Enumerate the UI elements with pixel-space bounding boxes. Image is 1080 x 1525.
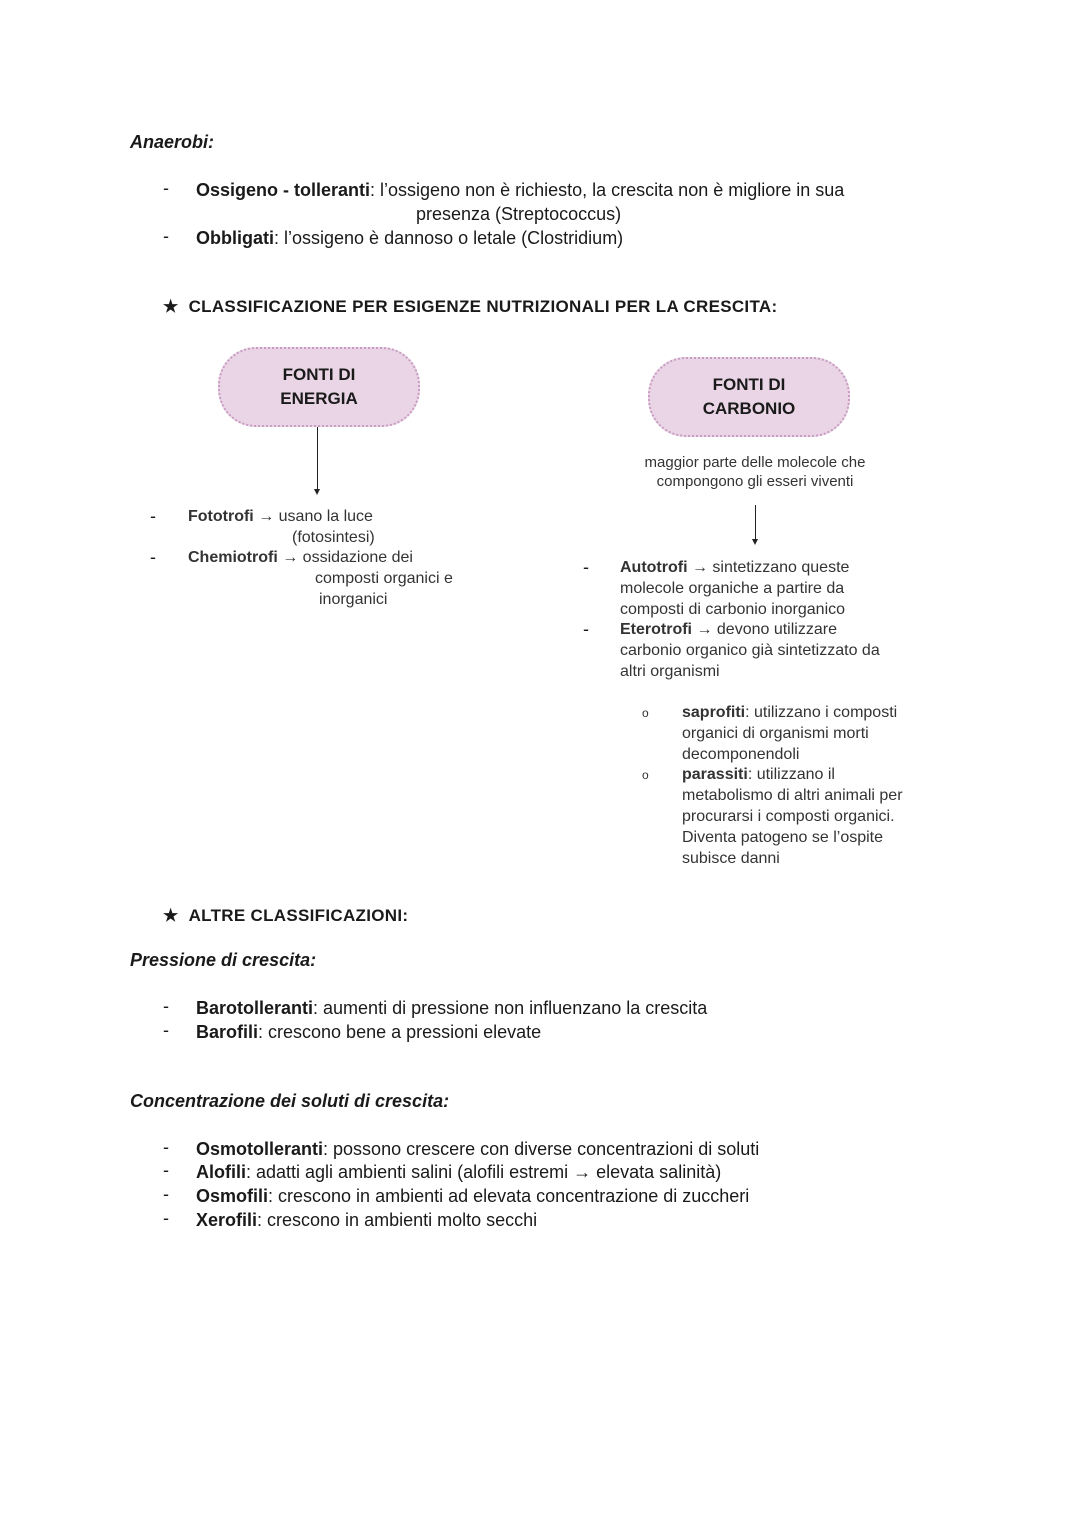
- bullet-dash: -: [583, 557, 589, 577]
- bullet-dash: -: [163, 1184, 169, 1204]
- list-item: [196, 1184, 749, 1208]
- arrow-down-icon: [755, 505, 756, 541]
- star-icon: ★: [163, 297, 179, 316]
- list-item: [196, 1020, 541, 1044]
- box-fonti-energia: [218, 347, 420, 427]
- definition: : possono crescere con diverse concentrazioni di soluti: [323, 1139, 760, 1159]
- circle-bullet-icon: o: [642, 768, 649, 782]
- definition: : l’ossigeno non è richiesto, la crescita non è migliore in sua: [370, 180, 845, 200]
- bullet-dash: -: [163, 1208, 169, 1228]
- bullet-dash: -: [163, 1137, 169, 1157]
- star-icon: ★: [163, 906, 179, 925]
- list-item: [620, 620, 837, 641]
- box-line: CARBONIO: [702, 399, 796, 418]
- list-item: [196, 178, 844, 202]
- definition-line: molecole organiche a partire da: [620, 580, 845, 597]
- definition-line: composti di carbonio inorganico: [620, 601, 846, 618]
- sub-list-item: [682, 703, 897, 724]
- term: Autotrofi: [620, 559, 688, 576]
- term: Xerofili: [196, 1210, 258, 1230]
- term: Osmotolleranti: [196, 1139, 324, 1159]
- definition: : crescono in ambienti ad elevata concentrazione di zuccheri: [268, 1186, 750, 1206]
- heading-text: ALTRE CLASSIFICAZIONI:: [188, 906, 409, 925]
- list-item: [188, 548, 413, 569]
- section-heading-anaerobi: Anaerobi:: [130, 132, 215, 152]
- bullet-dash: -: [150, 547, 156, 567]
- definition: → ossidazione dei: [282, 549, 413, 566]
- arrow-down-icon: [317, 427, 318, 491]
- term: Chemiotrofi: [188, 549, 278, 566]
- definition-line: decomponendoli: [682, 746, 800, 763]
- definition: → sintetizzano queste: [691, 559, 850, 576]
- term: Eterotrofi: [620, 621, 692, 638]
- box-line: FONTI DI: [712, 375, 786, 394]
- section-heading-nutrizionali: [163, 297, 777, 317]
- subheading-soluti: Concentrazione dei soluti di crescita:: [130, 1091, 450, 1111]
- list-item: [196, 1208, 537, 1232]
- list-item: [196, 996, 707, 1020]
- bullet-dash: -: [163, 1020, 169, 1040]
- box-line: ENERGIA: [280, 389, 358, 408]
- definition: → devono utilizzare: [696, 621, 837, 638]
- list-item: [196, 1160, 721, 1184]
- list-item: [620, 558, 849, 579]
- bullet-dash: -: [163, 226, 169, 246]
- definition: : crescono bene a pressioni elevate: [258, 1022, 542, 1042]
- definition-line: Diventa patogeno se l’ospite: [682, 829, 884, 846]
- definition: : l’ossigeno è dannoso o letale (Clostridium): [274, 228, 624, 248]
- definition: : utilizzano il: [747, 766, 835, 783]
- list-item-continuation: presenza (Streptococcus): [416, 204, 622, 224]
- carbonio-caption: [600, 453, 910, 491]
- definition: : aumenti di pressione non influenzano la crescita: [313, 998, 708, 1018]
- term: saprofiti: [682, 704, 746, 721]
- box-line: FONTI DI: [282, 365, 356, 384]
- bullet-dash: -: [150, 506, 156, 526]
- term: Barotolleranti: [196, 998, 314, 1018]
- term: parassiti: [682, 766, 748, 783]
- list-item: [196, 1137, 759, 1161]
- bullet-dash: -: [583, 619, 589, 639]
- definition-line: metabolismo di altri animali per: [682, 787, 903, 804]
- definition-line: composti organici e: [315, 570, 453, 587]
- list-item: [196, 226, 623, 250]
- sub-list-item: [682, 765, 835, 786]
- bullet-dash: -: [163, 996, 169, 1016]
- term: Obbligati: [196, 228, 274, 248]
- definition-line: (fotosintesi): [292, 529, 375, 546]
- term: Osmofili: [196, 1186, 269, 1206]
- list-item: [188, 507, 373, 528]
- definition-line: carbonio organico già sintetizzato da: [620, 642, 880, 659]
- heading-text: CLASSIFICAZIONE PER ESIGENZE NUTRIZIONALI PER LA CRESCITA:: [188, 297, 778, 316]
- definition-line: procurarsi i composti organici.: [682, 808, 895, 825]
- definition: : adatti agli ambienti salini (alofili estremi → elevata salinità): [246, 1162, 722, 1182]
- bullet-dash: -: [163, 178, 169, 198]
- definition: : utilizzano i composti: [745, 704, 898, 721]
- definition: : crescono in ambienti molto secchi: [257, 1210, 538, 1230]
- term: Barofili: [196, 1022, 259, 1042]
- section-heading-altre: [163, 906, 408, 926]
- definition: → usano la luce: [258, 508, 373, 525]
- term: Fototrofi: [188, 508, 254, 525]
- caption-line: maggior parte delle molecole che: [644, 454, 866, 471]
- subheading-pressione: Pressione di crescita:: [130, 950, 317, 970]
- bullet-dash: -: [163, 1160, 169, 1180]
- circle-bullet-icon: o: [642, 706, 649, 720]
- definition-line: inorganici: [319, 591, 388, 608]
- caption-line: compongono gli esseri viventi: [656, 473, 854, 490]
- definition-line: organici di organismi morti: [682, 725, 869, 742]
- term: Ossigeno - tolleranti: [196, 180, 371, 200]
- box-fonti-carbonio: [648, 357, 850, 437]
- term: Alofili: [196, 1162, 246, 1182]
- definition-line: subisce danni: [682, 850, 780, 867]
- definition-line: altri organismi: [620, 663, 720, 680]
